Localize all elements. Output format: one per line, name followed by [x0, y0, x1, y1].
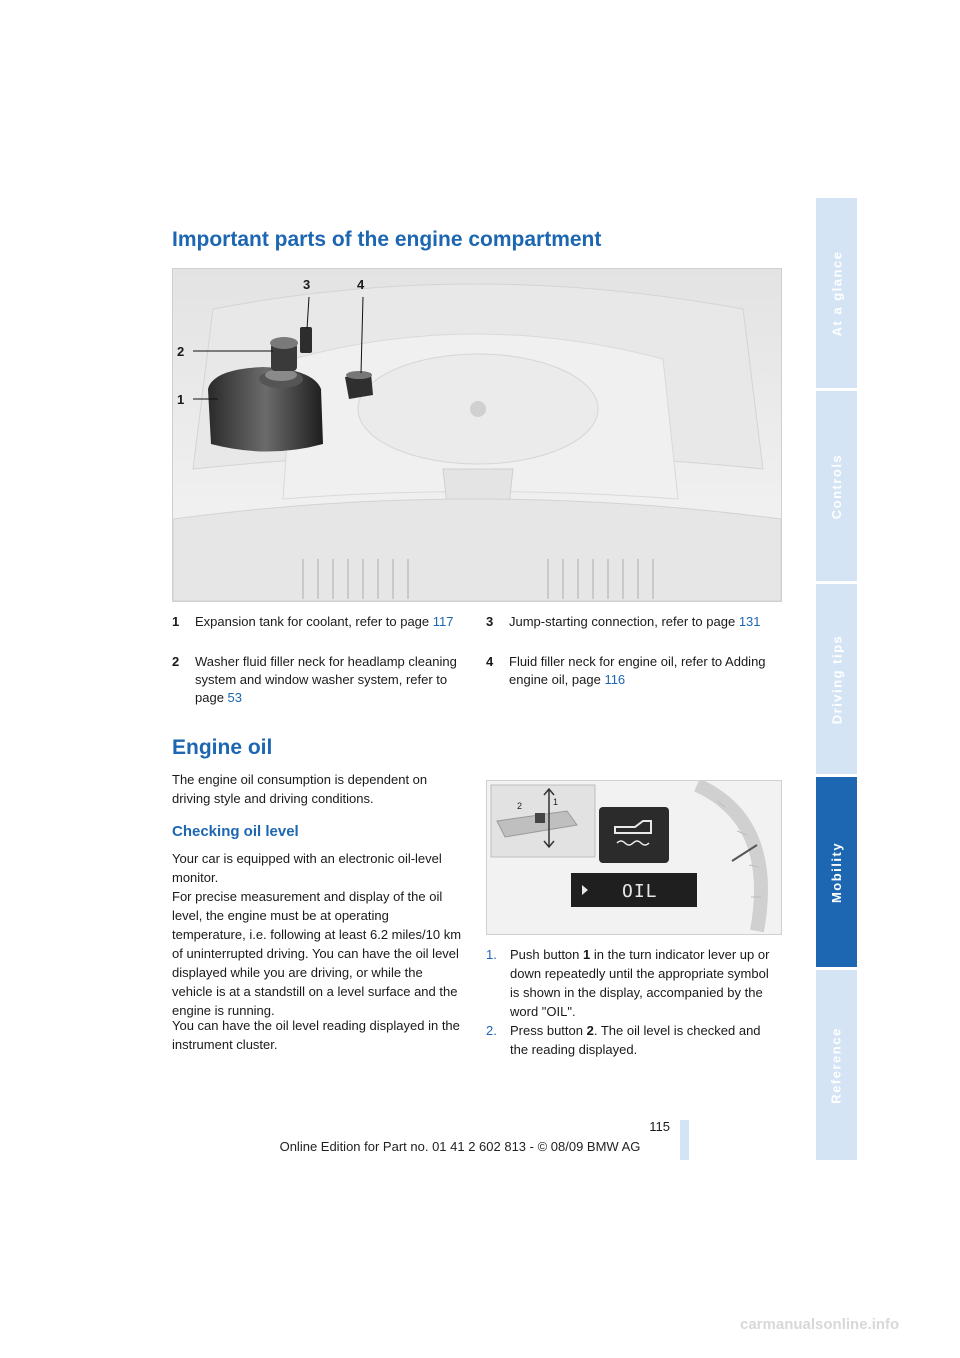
legend-number: 4 [486, 654, 494, 669]
svg-text:1: 1 [553, 797, 559, 807]
legend-number: 2 [172, 654, 180, 669]
legend-description: Washer fluid filler neck for headlamp cleaning system and window washer system, refer to page [195, 654, 457, 705]
page-link[interactable]: 53 [227, 690, 243, 705]
page-number: 115 [649, 1119, 670, 1134]
callout-2: 2 [177, 344, 185, 359]
step-text-part: Press button [510, 1023, 587, 1038]
legend-text [195, 653, 463, 707]
legend-text [509, 613, 777, 631]
tab-label: At a glance [829, 250, 845, 336]
page-link[interactable]: 117 [432, 614, 454, 629]
page-marker-bar [680, 1120, 689, 1160]
paragraph-instrument-cluster: You can have the oil level reading displayed in the instrument cluster. [172, 1018, 460, 1052]
button-reference: 1 [583, 947, 591, 962]
tab-label: Driving tips [829, 634, 845, 724]
page-link[interactable]: 116 [604, 672, 626, 687]
tab-label: Mobility [829, 841, 845, 903]
paragraph-measurement: For precise measurement and display of the oil level, the engine must be at operating temperature, i.e. following at least 6.2 miles/10 km of uninterrupted driving. You can have the oil level displayed while you are driving, or while the vehicle is at a standstill on a level surface and the engine is running. [172, 889, 462, 1018]
edition-footer: Online Edition for Part no. 01 41 2 602 813 - © 08/09 BMW AG [279, 1139, 641, 1154]
display-oil-text: OIL [622, 881, 658, 902]
legend-description: Fluid filler neck for engine oil, refer to Adding engine oil, page [509, 654, 766, 687]
legend-number: 1 [172, 614, 180, 629]
tab-driving-tips[interactable] [816, 584, 857, 774]
legend-description: Jump-starting connection, refer to page [509, 614, 736, 629]
step-text-part: in the turn indicator lever up or down repeatedly until the appropriate symbol is shown in the display, accompanied by the word "OIL". [510, 947, 770, 1019]
engine-compartment-illustration [172, 268, 782, 602]
tab-reference[interactable] [816, 970, 857, 1160]
tab-mobility[interactable] [816, 777, 857, 967]
step-text [510, 1021, 780, 1059]
page-link[interactable]: 131 [738, 614, 761, 629]
paragraph-oil-monitor: Your car is equipped with an electronic oil-level monitor. [172, 851, 442, 885]
instrument-cluster-drawing [487, 781, 781, 934]
callout-1: 1 [177, 392, 185, 407]
callout-3: 3 [303, 277, 311, 292]
instrument-cluster-illustration [486, 780, 782, 935]
chapter-tabs [816, 198, 857, 1160]
step-text [510, 945, 780, 1021]
legend-text [509, 653, 777, 689]
step-number: 1. [486, 947, 497, 962]
legend-number: 3 [486, 614, 494, 629]
callout-4: 4 [357, 277, 365, 292]
button-reference: 2 [586, 1023, 594, 1038]
section-title-engine-oil: Engine oil [172, 736, 273, 759]
tab-at-a-glance[interactable] [816, 198, 857, 388]
section-title-engine-compartment: Important parts of the engine compartment [172, 228, 602, 251]
tab-label: Reference [829, 1026, 844, 1104]
svg-text:2: 2 [517, 801, 523, 811]
tab-label: Controls [829, 453, 845, 519]
legend-text [195, 613, 463, 631]
engine-oil-intro: The engine oil consumption is dependent on driving style and driving conditions. [172, 772, 428, 806]
tab-controls[interactable] [816, 391, 857, 581]
subsection-title-checking-oil-level: Checking oil level [172, 823, 299, 840]
step-text-part: Push button [510, 947, 583, 962]
watermark: carmanualsonline.info [740, 1316, 900, 1333]
engine-compartment-drawing [173, 269, 781, 601]
legend-description: Expansion tank for coolant, refer to page [195, 614, 430, 629]
step-number: 2. [486, 1023, 497, 1038]
step-text-part: . The oil level is checked and the reading displayed. [510, 1023, 761, 1057]
